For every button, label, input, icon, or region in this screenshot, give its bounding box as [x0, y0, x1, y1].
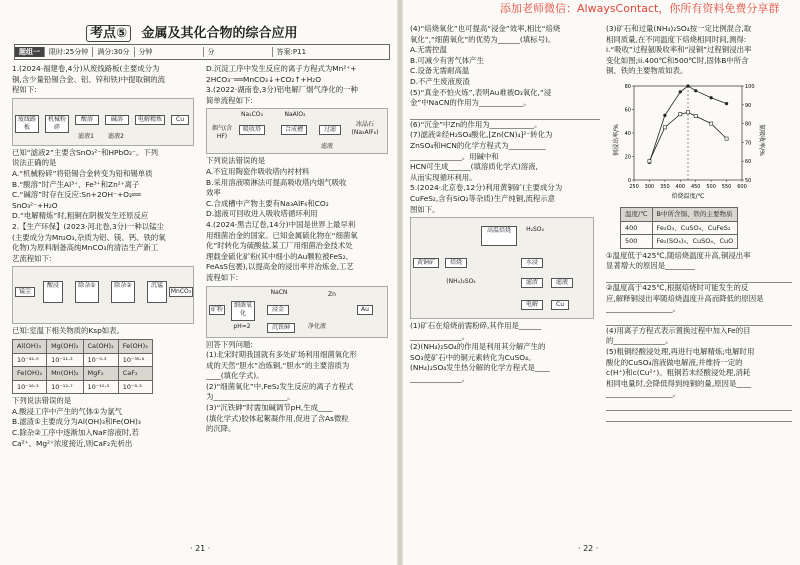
- text-line: B.滤渣①主要成分为Al(OH)₃和Fe(OH)₃: [12, 417, 141, 427]
- left-column-1: [12, 64, 200, 449]
- flow-node: Au: [357, 305, 373, 315]
- group-label: 题组一: [15, 47, 45, 57]
- flow-node: 酸溶: [75, 115, 99, 125]
- flow-node: 酸浸: [43, 281, 63, 303]
- text-line: ______________。: [410, 331, 470, 341]
- text-line: 3.(2022·湖南卷,3分)铝电解厂烟气净化的一种: [206, 85, 358, 95]
- flow-label: 滤液2: [108, 132, 124, 140]
- table-header: Ca(OH)₂: [83, 339, 118, 353]
- text-line: ①温度低于425℃,随焙烧温度升高,铜浸出率: [606, 250, 751, 260]
- text-line: CuFeS₂,含有SiO₂等杂质)生产纯铜,流程示意: [410, 193, 556, 203]
- text-line: (7)滤液②经H₂SO₄酸化,[Zn(CN)₄]²⁻转化为: [410, 130, 553, 140]
- text-line: D.不产生废液废渣: [410, 76, 470, 86]
- text-line: __________________。: [606, 304, 680, 314]
- data-point: [694, 89, 697, 92]
- flow-label: 烟气(含HF): [211, 125, 233, 141]
- text-line: 金”中NaCN的作用为____________。: [410, 98, 531, 108]
- text-line: (4)“焙烧氧化”也可提高“浸金”效率,相比“焙烧: [410, 24, 561, 33]
- text-line: 的______________。: [606, 336, 673, 346]
- flow-label: 净化液: [307, 322, 326, 330]
- text-line: 变化如图;ii.400℃和500℃时,固体B中所含: [606, 55, 749, 65]
- text-line: SnO₃²⁻+H₂O: [12, 200, 58, 210]
- flow-node: Cu: [171, 115, 189, 125]
- flow-node: 高温焙烧: [481, 226, 517, 246]
- text-line: (4)用离子方程式表示置换过程中加入Fe的目: [606, 325, 751, 335]
- text-line: A.无需控温: [410, 45, 447, 55]
- flow-node: 锰尘: [15, 287, 35, 297]
- table-header: 温度/℃: [621, 207, 653, 221]
- text-line: 已知“滤液2”主要含SnO₃²⁻和HPbO₂⁻。下列: [12, 147, 159, 157]
- flow-label: Zn: [328, 290, 336, 298]
- topic-tag: 考点⑤: [86, 25, 131, 42]
- page-number-left: · 21 ·: [190, 544, 211, 553]
- table-cell: Fe₂(SO₄)₃、CuSO₄、CuO: [652, 235, 738, 249]
- text-line: ______________。用碱中和: [410, 151, 499, 161]
- flow-node: Cu: [551, 300, 569, 310]
- page-title: [86, 22, 298, 41]
- text-line: C.合成槽中产物主要有Na₃AlF₆和CO₂: [206, 198, 329, 208]
- y-left-tick-label: 60: [624, 107, 631, 114]
- text-line: 的沉降。: [206, 424, 236, 434]
- y-left-tick-label: 20: [624, 154, 631, 161]
- text-line: 铜,含少量铅锡合金、铝、锌和铁)中提取铜的流: [12, 74, 166, 84]
- flow-label: 冰晶石(Na₃AlF₆): [351, 121, 379, 137]
- text-line: 显著增大的原因是________: [606, 261, 695, 271]
- table-cell: 500: [621, 235, 653, 249]
- answer-line: [606, 400, 792, 411]
- text-line: (NH₄)₂SO₄发生热分解的化学方程式是____: [410, 363, 550, 373]
- y-right-tick-label: 80: [745, 121, 752, 128]
- text-line: 酸化的CuSO₄溶液做电解液,并维持一定的: [606, 357, 743, 367]
- text-line: (2)(NH₄)₂SO₄的作用是利用其分解产生的: [410, 342, 546, 352]
- flow-label: pH=2: [233, 322, 251, 330]
- text-line: 理载金硫化矿粉(其中细小的Au颗粒被FeS₂、: [206, 251, 353, 261]
- y-right-tick-label: 100: [745, 84, 755, 90]
- text-line: SO₃使矿石中的铜元素转化为CuSO₄。: [410, 352, 536, 362]
- flow-node: 浸金: [267, 305, 289, 315]
- text-line: 效率: [206, 188, 221, 198]
- x-tick-label: 550: [721, 184, 732, 190]
- text-line: B.可减少有害气体产生: [410, 55, 484, 65]
- ksp-table: [12, 339, 153, 394]
- table-cell: 10⁻³²·⁹: [13, 353, 47, 367]
- text-line: D.滤液可回收进入吸收塔循环利用: [206, 209, 318, 219]
- flow-node: 除杂②: [111, 281, 135, 303]
- table-cell: Fe₂O₃、CuSO₄、CuFeS₂: [652, 221, 738, 235]
- text-line: 2HCO₃⁻══MnCO₃↓+CO₂↑+H₂O: [206, 74, 322, 84]
- data-point: [710, 96, 713, 99]
- flow-node: 沉锰: [147, 281, 167, 303]
- x-tick-label: 500: [706, 184, 716, 190]
- text-line: 应,解释铜浸出率随焙烧温度升高而降低的原因是: [606, 293, 764, 303]
- text-line: C.“碱溶”时存在反应:Sn+2OH⁻+O₂══: [12, 190, 141, 200]
- text-line: Ca²⁺、Mg²⁺浓度接近,则CaF₂先析出: [12, 438, 133, 448]
- watermark: 添加老师微信：AlwaysContact，你所有资料免费分享群: [500, 2, 780, 15]
- y-left-tick-label: 40: [624, 131, 631, 137]
- y-right-tick-label: 60: [745, 159, 752, 166]
- text-line: ZnSO₄和HCN的化学方程式为__________: [410, 140, 546, 150]
- flow-node: 废线路板: [15, 115, 39, 133]
- flow-node: 机械粉碎: [45, 115, 69, 133]
- page-number-right: · 22 ·: [578, 544, 599, 553]
- text-line: (1)北宋时期我国就有多处矿场利用细菌氧化形: [206, 350, 357, 360]
- flow-node: MnCO₃: [170, 288, 192, 296]
- table-cell: 400: [621, 221, 653, 235]
- answer-line: [606, 315, 792, 326]
- flow-node: 沉铁砷: [267, 323, 295, 333]
- answer-line: [410, 109, 600, 120]
- answer-ref: 答案:P11: [276, 48, 307, 56]
- text-line: (2)“细菌氧化”中,FeS₂发生反应的离子方程式: [206, 381, 354, 391]
- x-tick-label: 300: [644, 184, 655, 190]
- data-point: [710, 122, 713, 125]
- left-column-2: [206, 64, 392, 435]
- text-line: ____(填化学式)。: [206, 371, 264, 381]
- text-line: B.“酸溶”时产生Al³⁺、Fe³⁺和Zn²⁺离子: [12, 179, 140, 189]
- text-line: 成的天然“胆水”冶炼铜,“胆水”的主要溶质为: [206, 360, 350, 370]
- x-tick-label: 600: [737, 184, 747, 190]
- table-header: MgF₂: [83, 367, 118, 381]
- flow-node: 碱溶: [105, 115, 129, 125]
- text-line: 铜、铁的主要物质如表。: [606, 66, 688, 76]
- text-line: 4.(2024·黑吉辽卷,14分)中国是世界上最早利: [206, 219, 356, 229]
- flow-diagram-5: [410, 217, 594, 319]
- text-line: 2.【生产环保】(2023·河北卷,3分)一种以锰尘: [12, 221, 164, 231]
- flow-node: 除杂①: [75, 281, 99, 303]
- text-line: (5)粗铜经酸浸处理,再进行电解精炼;电解时用: [606, 346, 755, 356]
- table-header: B中所含铜、铁的主要物质: [652, 207, 738, 221]
- data-point: [725, 137, 728, 140]
- text-line: C.除杂②工序中逐渐加入NaF溶液时,若: [12, 428, 139, 438]
- table-header: Mn(OH)₂: [47, 367, 83, 381]
- flow-label: H₂SO₄: [526, 226, 544, 234]
- table-cell: 10⁻¹¹·³: [47, 353, 83, 367]
- flow-node: 电解精炼: [135, 115, 165, 125]
- time-used: 分钟: [135, 47, 204, 57]
- flow-node: 细菌氧化: [231, 301, 255, 321]
- answer-line: [606, 272, 792, 283]
- text-line: 下列说法错误的是: [12, 396, 72, 406]
- flow-diagram-1: [12, 98, 194, 146]
- chart-ylabel-left: 铜浸出率/%: [613, 124, 620, 156]
- text-line: (主要成分为Mn₂O₃,杂质为铝、镁、钙、铁的氧: [12, 232, 166, 242]
- group-header: [14, 44, 390, 60]
- table-cell: 10⁻¹⁰·³: [83, 380, 118, 394]
- flow-node: 滤渣: [521, 278, 543, 288]
- data-point: [686, 111, 689, 114]
- table-header: Fe(OH)₃: [118, 339, 152, 353]
- text-line: 化物)为原料制备高纯MnCO₃的清洁生产新工: [12, 243, 159, 253]
- flow-node: 滤液: [551, 278, 573, 288]
- text-line: (填化学式)胶体起絮凝作用,促进了含As微粒: [206, 413, 349, 423]
- text-line: (1)矿石在焙烧前需粉碎,其作用是______: [410, 321, 542, 331]
- chart-frame: [634, 86, 742, 180]
- text-line: (6)“沉金”中Zn的作用为____________。: [410, 119, 542, 129]
- y-left-tick-label: 0: [627, 178, 631, 184]
- flow-label: Na₂CO₃: [241, 111, 263, 119]
- text-line: A.不宜用陶瓷作吸收塔内衬材料: [206, 166, 310, 176]
- flow-node: 过滤: [319, 125, 341, 135]
- text-line: 用细菌冶金的国家。已知金属硫化物在“细菌氧: [206, 230, 358, 240]
- table-cell: 10⁻⁵·³: [83, 353, 118, 367]
- text-line: FeAsS包裹),以提高金的浸出率并冶炼金,工艺: [206, 262, 354, 272]
- y-right-tick-label: 70: [745, 140, 752, 147]
- table-header: Al(OH)₃: [13, 339, 47, 353]
- text-line: ______________。: [410, 374, 470, 384]
- text-line: 氧化”,“细菌氧化”的优势为______(填标号)。: [410, 34, 556, 44]
- book-spine: [397, 0, 403, 565]
- text-line: 相同电量时,会降低得到纯铜的量,原因是____: [606, 378, 752, 388]
- flow-node: 黄铜矿: [413, 258, 439, 268]
- data-point: [663, 114, 666, 117]
- table-header: CaF₂: [118, 367, 152, 381]
- solid-table: [620, 207, 738, 249]
- text-line: i.“吸收”过程氨吸收率和“浸铜”过程铜浸出率: [606, 45, 752, 55]
- text-line: 相同质量,在不同温度下焙烧相同时间,测得:: [606, 34, 747, 44]
- flow-label: 滤液1: [78, 132, 94, 140]
- text-line: D.沉淀工序中发生反应的离子方程式为Mn²⁺+: [206, 64, 357, 73]
- text-line: A.酸浸工序中产生的气体①为氯气: [12, 406, 122, 416]
- text-line: B.采用溶液喷淋法可提高吸收塔内烟气吸收: [206, 177, 347, 187]
- text-line: 已知:室温下相关物质的Ksp如表。: [12, 326, 124, 336]
- flow-diagram-4: [206, 286, 388, 338]
- text-line: c(H⁺)和c(Cu²⁺)。粗铜若未经酸浸处理,消耗: [606, 368, 751, 378]
- text-line: C.设备无需耐高温: [410, 66, 470, 76]
- text-line: 艺流程如下:: [12, 253, 52, 263]
- y-right-tick-label: 50: [745, 178, 752, 184]
- data-point: [679, 113, 682, 116]
- answer-line: [606, 411, 792, 422]
- flow-label: NaCN: [270, 288, 288, 296]
- table-cell: 10⁻¹²·⁷: [47, 380, 83, 394]
- text-line: 回答下列问题:: [206, 339, 253, 349]
- time-limit: 限时:25分钟: [45, 47, 93, 57]
- table-header: Mg(OH)₂: [47, 339, 83, 353]
- text-line: ②温度高于425℃,根据焙烧时可能发生的反: [606, 282, 749, 292]
- text-line: 下列说法错误的是: [206, 156, 266, 166]
- text-line: (3)矿石和过量(NH₄)₂SO₄按一定比例混合,取: [606, 24, 752, 33]
- table-cell: 10⁻³⁸·⁶: [118, 353, 152, 367]
- flow-node: 合成槽: [281, 125, 307, 135]
- x-tick-label: 250: [629, 184, 639, 190]
- text-line: __________________。: [606, 389, 680, 399]
- chart-ylabel-right: 氨吸收率/%: [758, 124, 765, 156]
- flow-label: NaAlO₂: [284, 111, 306, 119]
- text-line: 化”时转化为硫酸盐,某工厂用细菌冶金技术处: [206, 241, 353, 251]
- chart-xlabel: 焙烧温度/℃: [671, 193, 705, 200]
- flow-label: 滤液: [320, 143, 333, 151]
- y-left-tick-label: 80: [624, 84, 631, 90]
- text-line: (5)“真金不怕火炼”,表明Au难被O₂氧化,“浸: [410, 87, 552, 97]
- text-line: 5.(2024·北京卷,12分)利用黄铜矿(主要成分为: [410, 183, 563, 193]
- text-line: D.“电解精炼”时,粗铜在阴极发生还原反应: [12, 211, 149, 221]
- text-line: 从而实现循环利用。: [410, 172, 477, 182]
- score-got: 分: [204, 47, 273, 57]
- data-point: [679, 90, 682, 93]
- table-header: Fe(OH)₂: [13, 367, 47, 381]
- x-tick-label: 400: [675, 184, 686, 190]
- y-right-tick-label: 90: [745, 102, 752, 109]
- topic-title: 金属及其化合物的综合应用: [141, 26, 298, 41]
- table-cell: 10⁻¹⁶·³: [13, 380, 47, 394]
- text-line: 简单流程如下:: [206, 95, 253, 105]
- text-line: 程如下:: [12, 85, 37, 95]
- flow-diagram-3: [206, 108, 388, 154]
- right-column-1: [410, 24, 600, 385]
- text-line: 为____________________。: [206, 392, 295, 402]
- data-point: [648, 160, 651, 163]
- text-line: 图如下。: [410, 204, 440, 214]
- data-point: [694, 114, 697, 117]
- full-score: 满分:30分: [93, 47, 134, 57]
- text-line: 流程如下:: [206, 272, 239, 282]
- data-point: [663, 126, 666, 129]
- flow-node: 水浸: [521, 258, 543, 268]
- flow-label: (NH₄)₂SO₄: [446, 278, 476, 286]
- x-tick-label: 350: [660, 184, 670, 190]
- data-point: [725, 102, 728, 105]
- x-tick-label: 450: [690, 184, 701, 190]
- data-point: [686, 84, 689, 87]
- text-line: 说法正确的是: [12, 158, 57, 168]
- flow-node: 焙烧: [445, 258, 467, 268]
- flow-node: 矿粉: [210, 305, 223, 313]
- text-line: 1.(2024·福建卷,4分)从废线路板(主要成分为: [12, 64, 160, 73]
- text-line: HCN可生成______(填溶质化学式)溶液,: [410, 162, 538, 172]
- table-cell: 10⁻⁸·³: [118, 380, 152, 394]
- text-line: A.“机械粉碎”将铅锡合金转变为铅和锡单质: [12, 168, 153, 178]
- leaching-rate-chart: [612, 80, 764, 200]
- flow-diagram-2: [12, 266, 194, 324]
- flow-node: 电解: [521, 300, 543, 310]
- text-line: (3)“沉铁砷”时需加碱调节pH,生成____: [206, 403, 333, 413]
- flow-node: 吸收塔: [239, 125, 265, 135]
